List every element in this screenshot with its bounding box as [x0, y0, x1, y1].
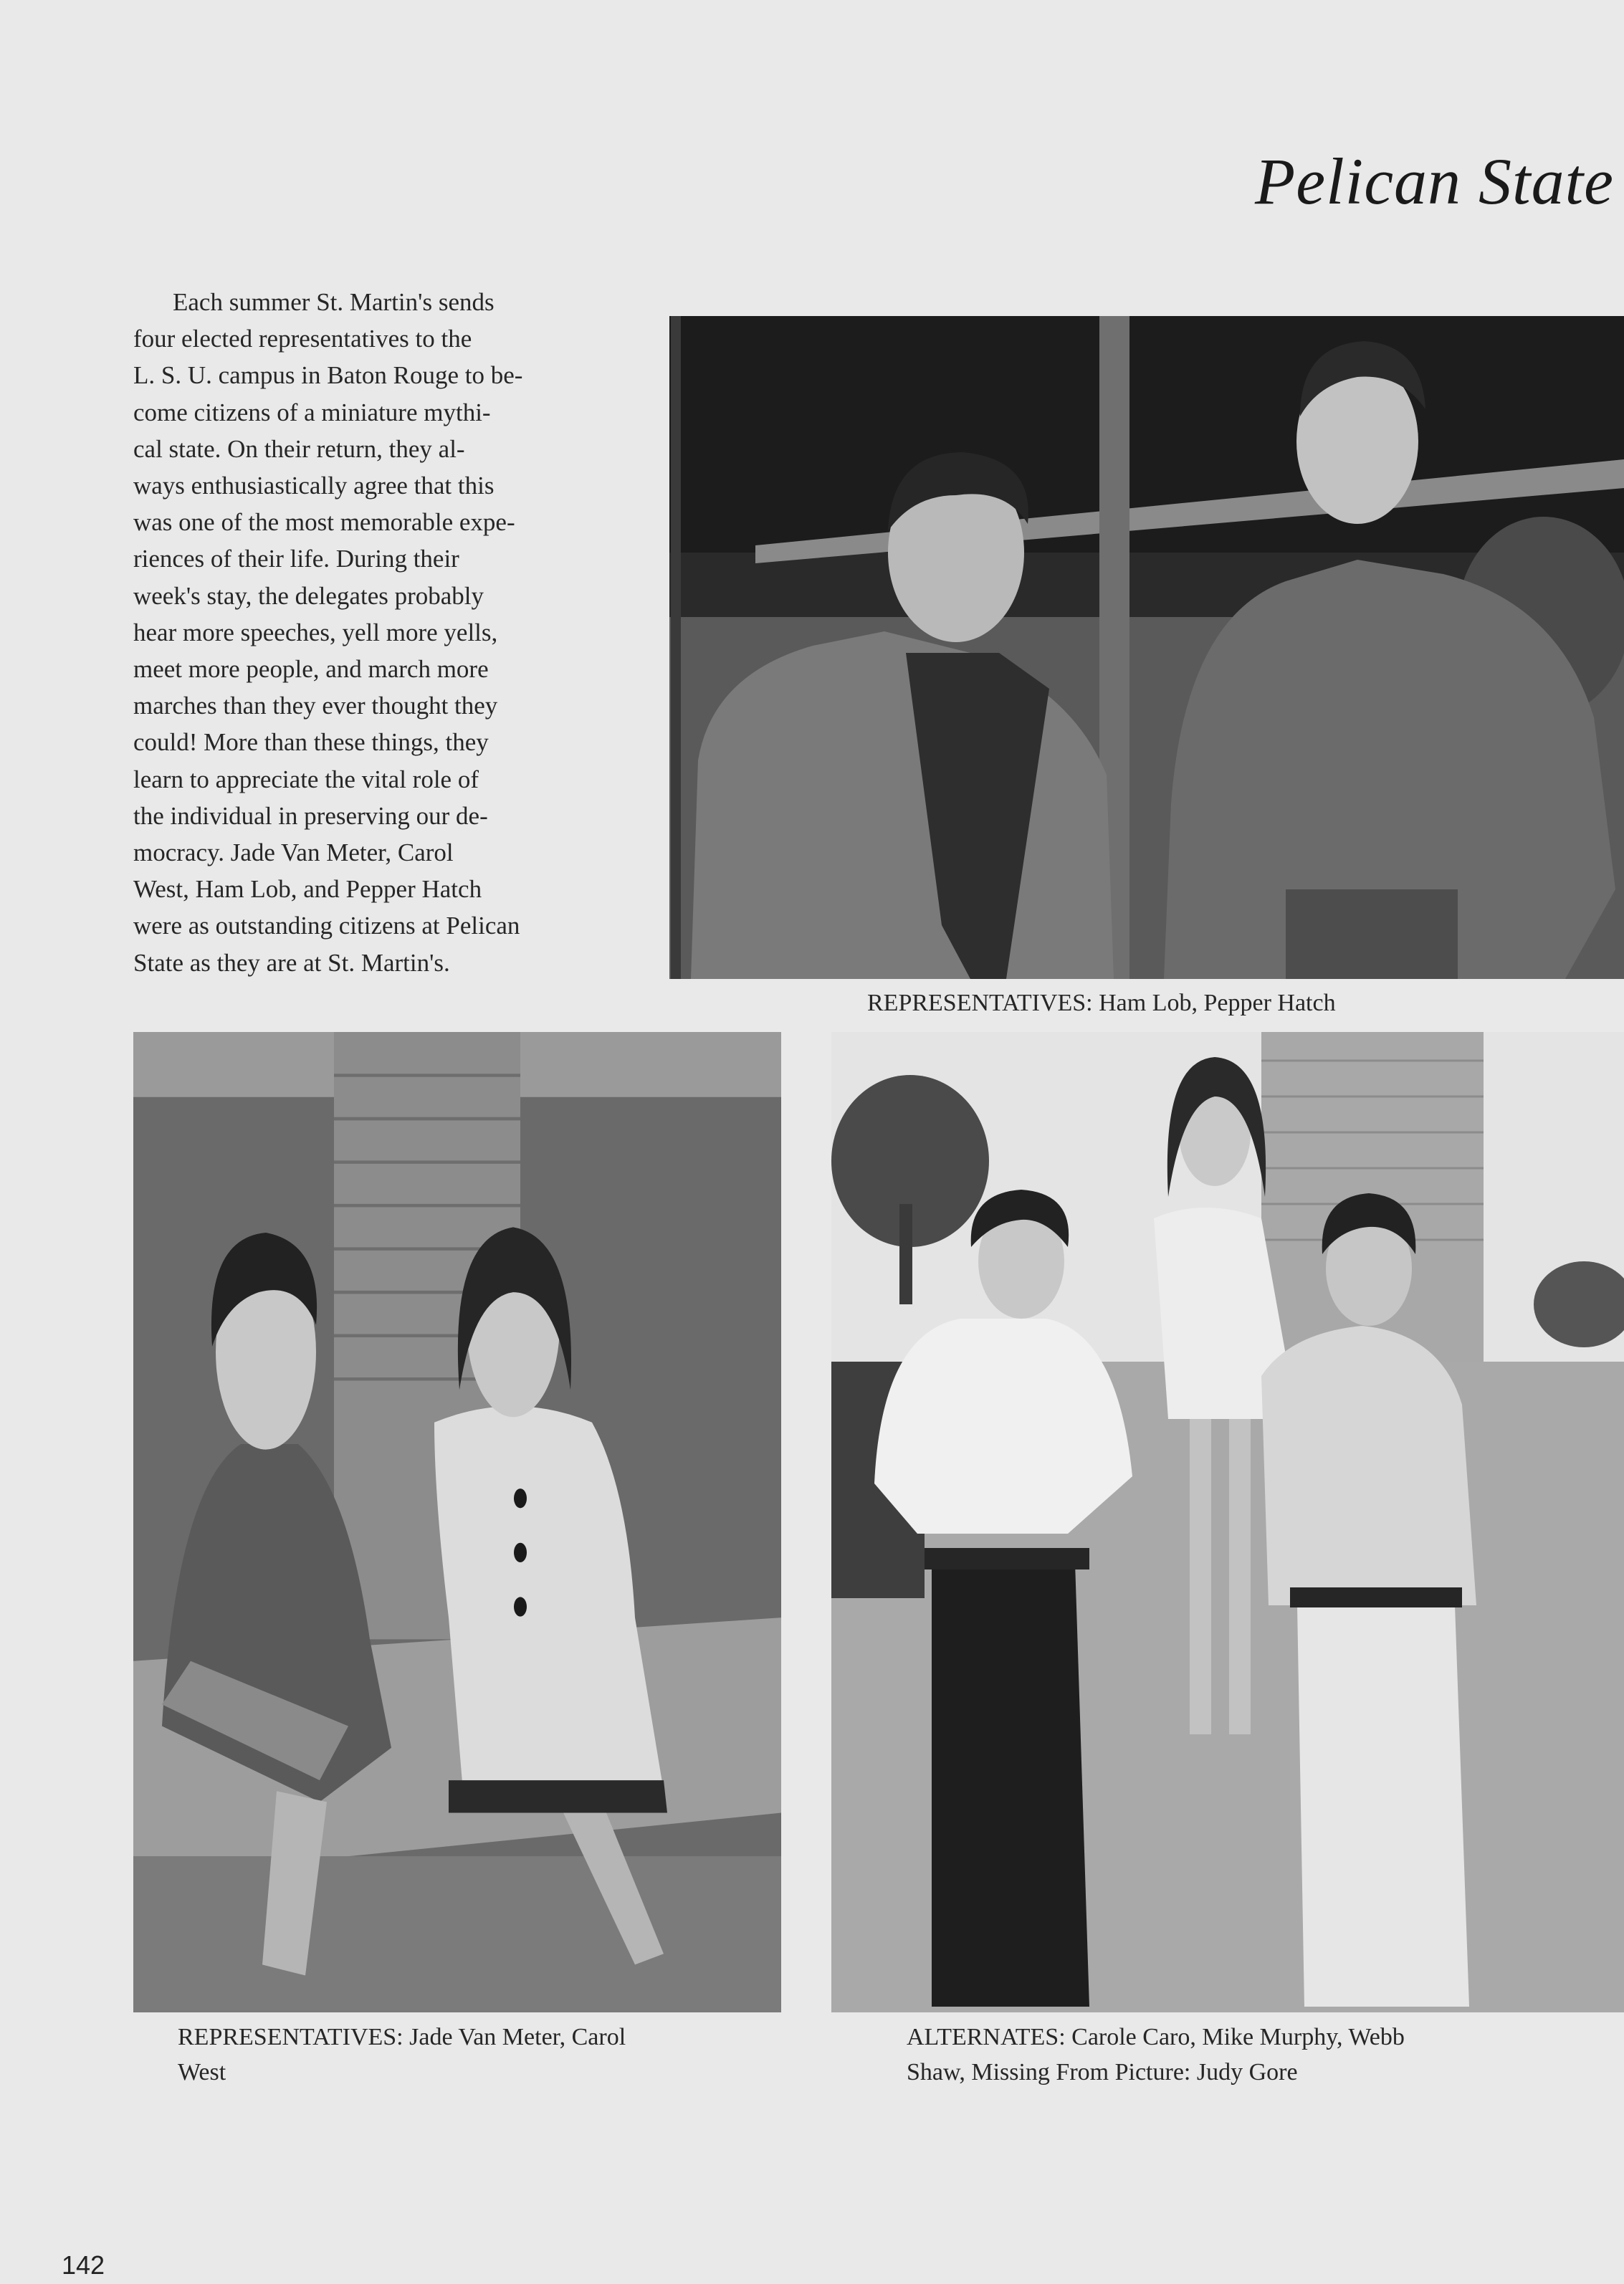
photo-representatives-girls [133, 1032, 781, 2012]
intro-line: were as outstanding citizens at Pelican [133, 912, 520, 940]
page-number: 142 [62, 2250, 105, 2280]
caption-line: REPRESENTATIVES: Jade Van Meter, Carol [178, 2024, 626, 2050]
caption-bottom-left-photo [178, 2020, 626, 2090]
caption-line: West [178, 2059, 226, 2085]
caption-line: ALTERNATES: Carole Caro, Mike Murphy, Webb [907, 2024, 1405, 2050]
intro-line: the individual in preserving our de- [133, 801, 488, 830]
intro-line: riences of their life. During their [133, 545, 459, 573]
intro-line: marches than they ever thought they [133, 692, 498, 720]
intro-line: week's stay, the delegates probably [133, 581, 484, 610]
intro-line: ways enthusiastically agree that this [133, 472, 495, 500]
caption-line: REPRESENTATIVES: Ham Lob, Pepper Hatch [867, 990, 1336, 1016]
intro-line: State as they are at St. Martin's. [133, 948, 450, 977]
caption-top-photo [867, 985, 1336, 1021]
page-title: Pelican State [1255, 145, 1614, 218]
intro-line: was one of the most memorable expe- [133, 508, 515, 537]
intro-line: learn to appreciate the vital role of [133, 765, 479, 793]
intro-line: cal state. On their return, they al- [133, 434, 465, 463]
intro-line: hear more speeches, yell more yells, [133, 618, 498, 646]
photo-alternates [831, 1032, 1624, 2012]
intro-text [133, 284, 635, 981]
intro-line: four elected representatives to the [133, 325, 472, 353]
intro-line: Each summer St. Martin's sends [173, 288, 495, 316]
caption-bottom-right-photo [907, 2020, 1405, 2090]
intro-line: come citizens of a miniature mythi- [133, 398, 491, 426]
intro-line: L. S. U. campus in Baton Rouge to be- [133, 361, 523, 390]
intro-line: meet more people, and march more [133, 655, 489, 684]
intro-line: could! More than these things, they [133, 728, 489, 757]
caption-line: Shaw, Missing From Picture: Judy Gore [907, 2059, 1298, 2085]
intro-line: mocracy. Jade Van Meter, Carol [133, 838, 454, 867]
photo-representatives-boys [669, 316, 1624, 979]
intro-line: West, Ham Lob, and Pepper Hatch [133, 875, 482, 904]
